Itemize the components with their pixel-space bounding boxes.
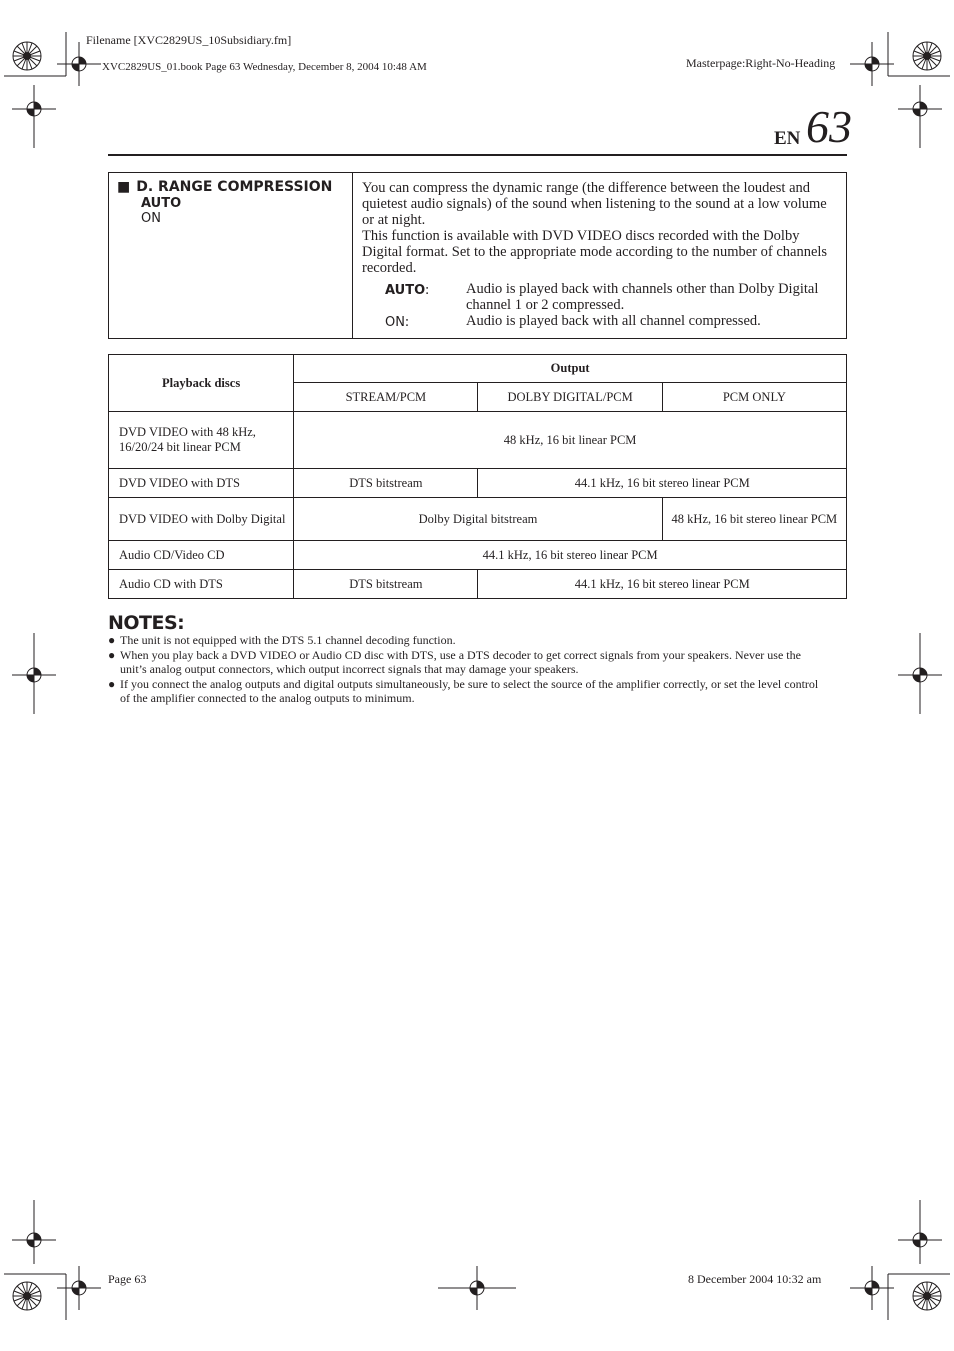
page-language: EN <box>774 128 801 149</box>
bullet-icon: ● <box>108 633 116 647</box>
notes-list <box>108 633 828 706</box>
setting-title: D. RANGE COMPRESSION <box>136 179 333 195</box>
definition-on <box>362 313 837 331</box>
row-disc: DVD VIDEO with DTS <box>109 469 294 498</box>
row-output: DTS bitstream <box>294 469 478 498</box>
list-item <box>108 633 828 648</box>
note-text: When you play back a DVD VIDEO or Audio CD disc with DTS, use a DTS decoder to get correct signals from your speakers. Never use the unit’s analog output connectors, which output incorrect signals that may damage your speakers. <box>120 647 801 676</box>
definition-term-auto: AUTO <box>385 283 426 298</box>
table-row <box>109 469 847 498</box>
definition-auto <box>362 281 837 313</box>
row-output: DTS bitstream <box>294 570 478 599</box>
definition-desc-auto: Audio is played back with channels other than Dolby Digital channel 1 or 2 compressed. <box>466 281 819 313</box>
column-pcm-only: PCM ONLY <box>662 383 846 412</box>
note-text: If you connect the analog outputs and digital outputs simultaneously, be sure to select the source of the amplifier correctly, or set the level control of the amplifier connected to the analog outputs to minimum. <box>120 676 819 705</box>
row-output: 48 kHz, 16 bit linear PCM <box>294 412 847 469</box>
definition-term-on: ON <box>385 315 405 330</box>
setting-table <box>108 172 847 339</box>
row-output: 44.1 kHz, 16 bit stereo linear PCM <box>478 570 847 599</box>
setting-paragraph-2: This function is available with DVD VIDEO discs recorded with the Dolby Digital format. Set to the appropriate mode according to the number of channels recorded. <box>362 228 828 276</box>
row-output: 44.1 kHz, 16 bit stereo linear PCM <box>478 469 847 498</box>
bullet-icon: ● <box>108 647 116 662</box>
row-disc: Audio CD/Video CD <box>109 541 294 570</box>
header-output: Output <box>294 355 847 383</box>
table-row <box>109 412 847 469</box>
setting-paragraph-1: You can compress the dynamic range (the difference between the loudest and quietest audio signals) of the sound when listening to the sound at a low volume or at night. <box>362 180 827 228</box>
row-output: 44.1 kHz, 16 bit stereo linear PCM <box>294 541 847 570</box>
column-dolby-digital-pcm: DOLBY DIGITAL/PCM <box>478 383 662 412</box>
header-filename: Filename [XVC2829US_10Subsidiary.fm] <box>86 33 292 47</box>
list-item <box>108 648 828 677</box>
header-rule <box>108 154 847 156</box>
notes-title: NOTES: <box>108 612 185 634</box>
output-table <box>108 354 847 599</box>
bullet-icon: ● <box>108 676 116 691</box>
setting-title-row <box>117 179 344 195</box>
square-bullet-icon: ■ <box>117 179 131 195</box>
setting-description-cell <box>353 173 847 339</box>
table-row <box>109 570 847 599</box>
definition-sep: : <box>425 282 430 298</box>
definition-desc-on: Audio is played back with all channel compressed. <box>466 313 761 329</box>
footer-page: Page 63 <box>108 1272 147 1286</box>
header-masterpage: Masterpage:Right-No-Heading <box>686 56 836 70</box>
table-row <box>109 498 847 541</box>
list-item <box>108 677 828 706</box>
note-text: The unit is not equipped with the DTS 5.1 channel decoding function. <box>120 633 456 647</box>
setting-name-cell <box>109 173 353 339</box>
page-number: 63 <box>806 101 852 152</box>
setting-option-auto: AUTO <box>141 196 182 211</box>
table-row <box>109 541 847 570</box>
footer-date: 8 December 2004 10:32 am <box>688 1272 822 1286</box>
setting-option-on: ON <box>141 211 161 226</box>
row-disc: Audio CD with DTS <box>109 570 294 599</box>
row-disc: DVD VIDEO with 48 kHz, 16/20/24 bit linear PCM <box>109 412 294 469</box>
row-output: Dolby Digital bitstream <box>294 498 662 541</box>
row-disc: DVD VIDEO with Dolby Digital <box>109 498 294 541</box>
column-stream-pcm: STREAM/PCM <box>294 383 478 412</box>
row-output: 48 kHz, 16 bit stereo linear PCM <box>662 498 846 541</box>
header-playback-discs: Playback discs <box>109 355 294 412</box>
header-book-info: XVC2829US_01.book Page 63 Wednesday, December 8, 2004 10:48 AM <box>102 61 427 73</box>
definition-sep: : <box>404 314 409 330</box>
